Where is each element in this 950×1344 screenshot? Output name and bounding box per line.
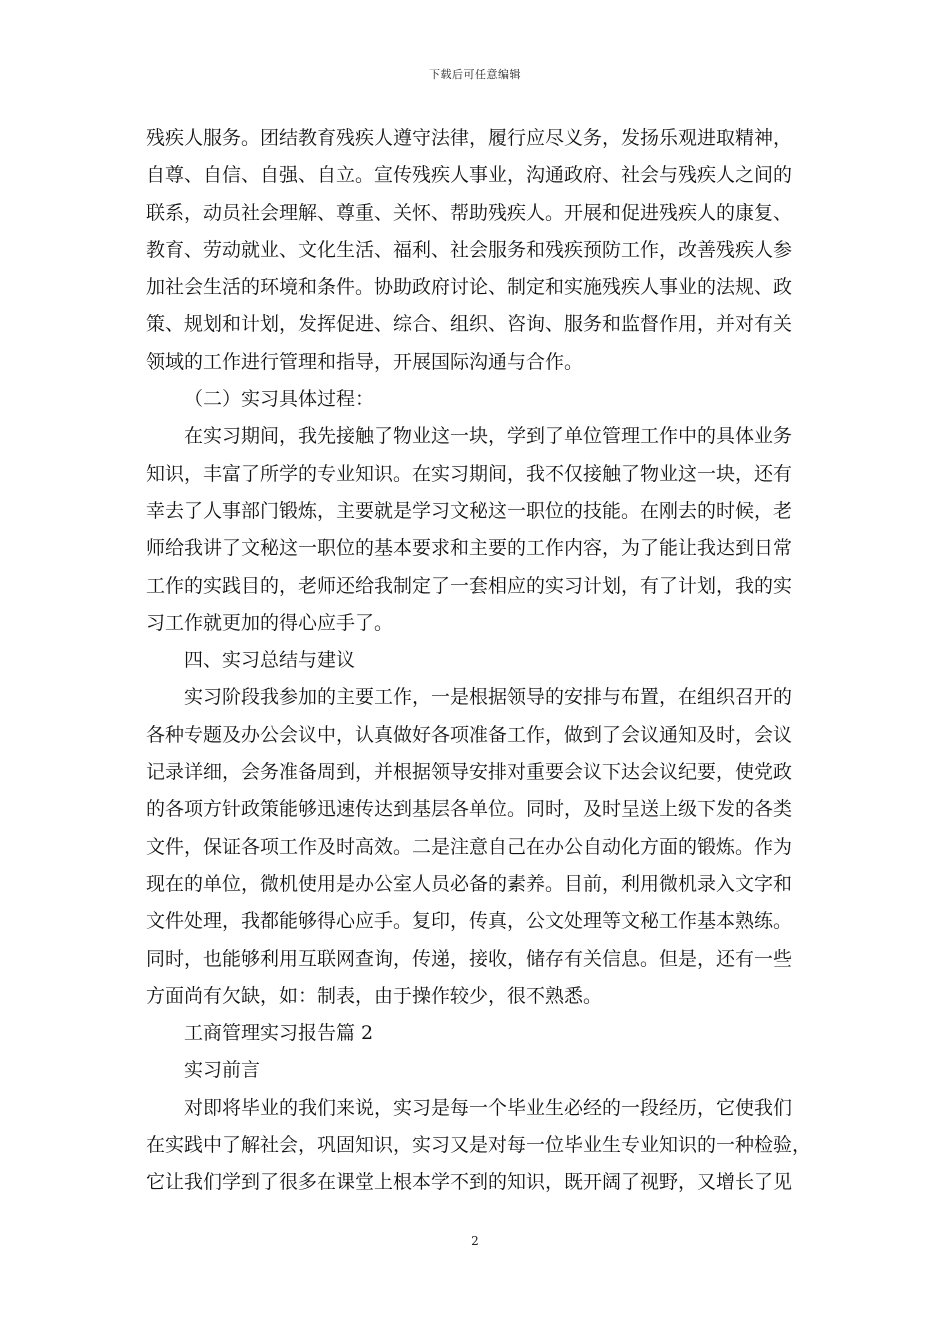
text-line: 残疾人服务。团结教育残疾人遵守法律，履行应尽义务，发扬乐观进取精神， (146, 127, 793, 149)
text-line: 同时，也能够利用互联网查询，传递，接收，储存有关信息。但是，还有一些 (146, 947, 793, 970)
text-line: 文件处理，我都能够得心应手。复印，传真，公文处理等文秘工作基本熟练。 (146, 910, 793, 933)
text-line: 领域的工作进行管理和指导，开展国际沟通与合作。 (146, 350, 584, 373)
text-line: 方面尚有欠缺，如：制表，由于操作较少，很不熟悉。 (146, 984, 603, 1007)
text-line: 文件，保证各项工作及时高效。二是注意自己在办公自动化方面的锻炼。作为 (146, 835, 793, 858)
text-line: 幸去了人事部门锻炼，主要就是学习文秘这一职位的技能。在刚去的时候，老 (146, 499, 793, 522)
text-line: 的各项方针政策能够迅速传达到基层各单位。同时，及时呈送上级下发的各类 (146, 798, 793, 821)
text-line: 记录详细，会务准备周到，并根据领导安排对重要会议下达会议纪要，使党政 (146, 761, 793, 784)
text-line: 各种专题及办公会议中，认真做好各项准备工作，做到了会议通知及时，会议 (146, 723, 793, 746)
text-line: 自尊、自信、自强、自立。宣传残疾人事业，沟通政府、社会与残疾人之间的 (146, 164, 793, 187)
text-line: 加社会生活的环境和条件。协助政府讨论、制定和实施残疾人事业的法规、政 (146, 276, 793, 299)
text-line: （二）实习具体过程： (184, 388, 375, 411)
text-line: 师给我讲了文秘这一职位的基本要求和主要的工作内容，为了能让我达到日常 (146, 537, 793, 560)
text-line: 实习阶段我参加的主要工作，一是根据领导的安排与布置，在组织召开的 (184, 686, 793, 709)
text-line: 策、规划和计划，发挥促进、综合、组织、咨询、服务和监督作用，并对有关 (146, 313, 793, 336)
text-line: 工作的实践目的，老师还给我制定了一套相应的实习计划，有了计划，我的实 (146, 574, 793, 597)
text-line: 对即将毕业的我们来说，实习是每一个毕业生必经的一段经历，它使我们 (184, 1096, 793, 1119)
page-number: 2 (471, 1234, 479, 1248)
text-line: 习工作就更加的得心应手了。 (146, 611, 394, 634)
text-line: 在实习期间，我先接触了物业这一块，学到了单位管理工作中的具体业务 (184, 425, 793, 448)
text-line: 它让我们学到了很多在课堂上根本学不到的知识，既开阔了视野，又增长了见 (146, 1171, 793, 1194)
text-line: 四、实习总结与建议 (184, 649, 356, 672)
text-line: 现在的单位，微机使用是办公室人员必备的素养。目前，利用微机录入文字和 (146, 872, 793, 895)
text-line: 在实践中了解社会，巩固知识，实习又是对每一位毕业生专业知识的一种检验， (146, 1134, 812, 1157)
text-line: 教育、劳动就业、文化生活、福利、社会服务和残疾预防工作，改善残疾人参 (146, 238, 793, 261)
text-line: 知识，丰富了所学的专业知识。在实习期间，我不仅接触了物业这一块，还有 (146, 462, 793, 485)
text-line: 实习前言 (184, 1059, 261, 1082)
text-line: 工商管理实习报告篇 2 (184, 1022, 374, 1045)
text-line: 联系，动员社会理解、尊重、关怀、帮助残疾人。开展和促进残疾人的康复、 (146, 201, 793, 224)
page-header: 下载后可任意编辑 (429, 68, 521, 81)
document-body (146, 120, 812, 1202)
